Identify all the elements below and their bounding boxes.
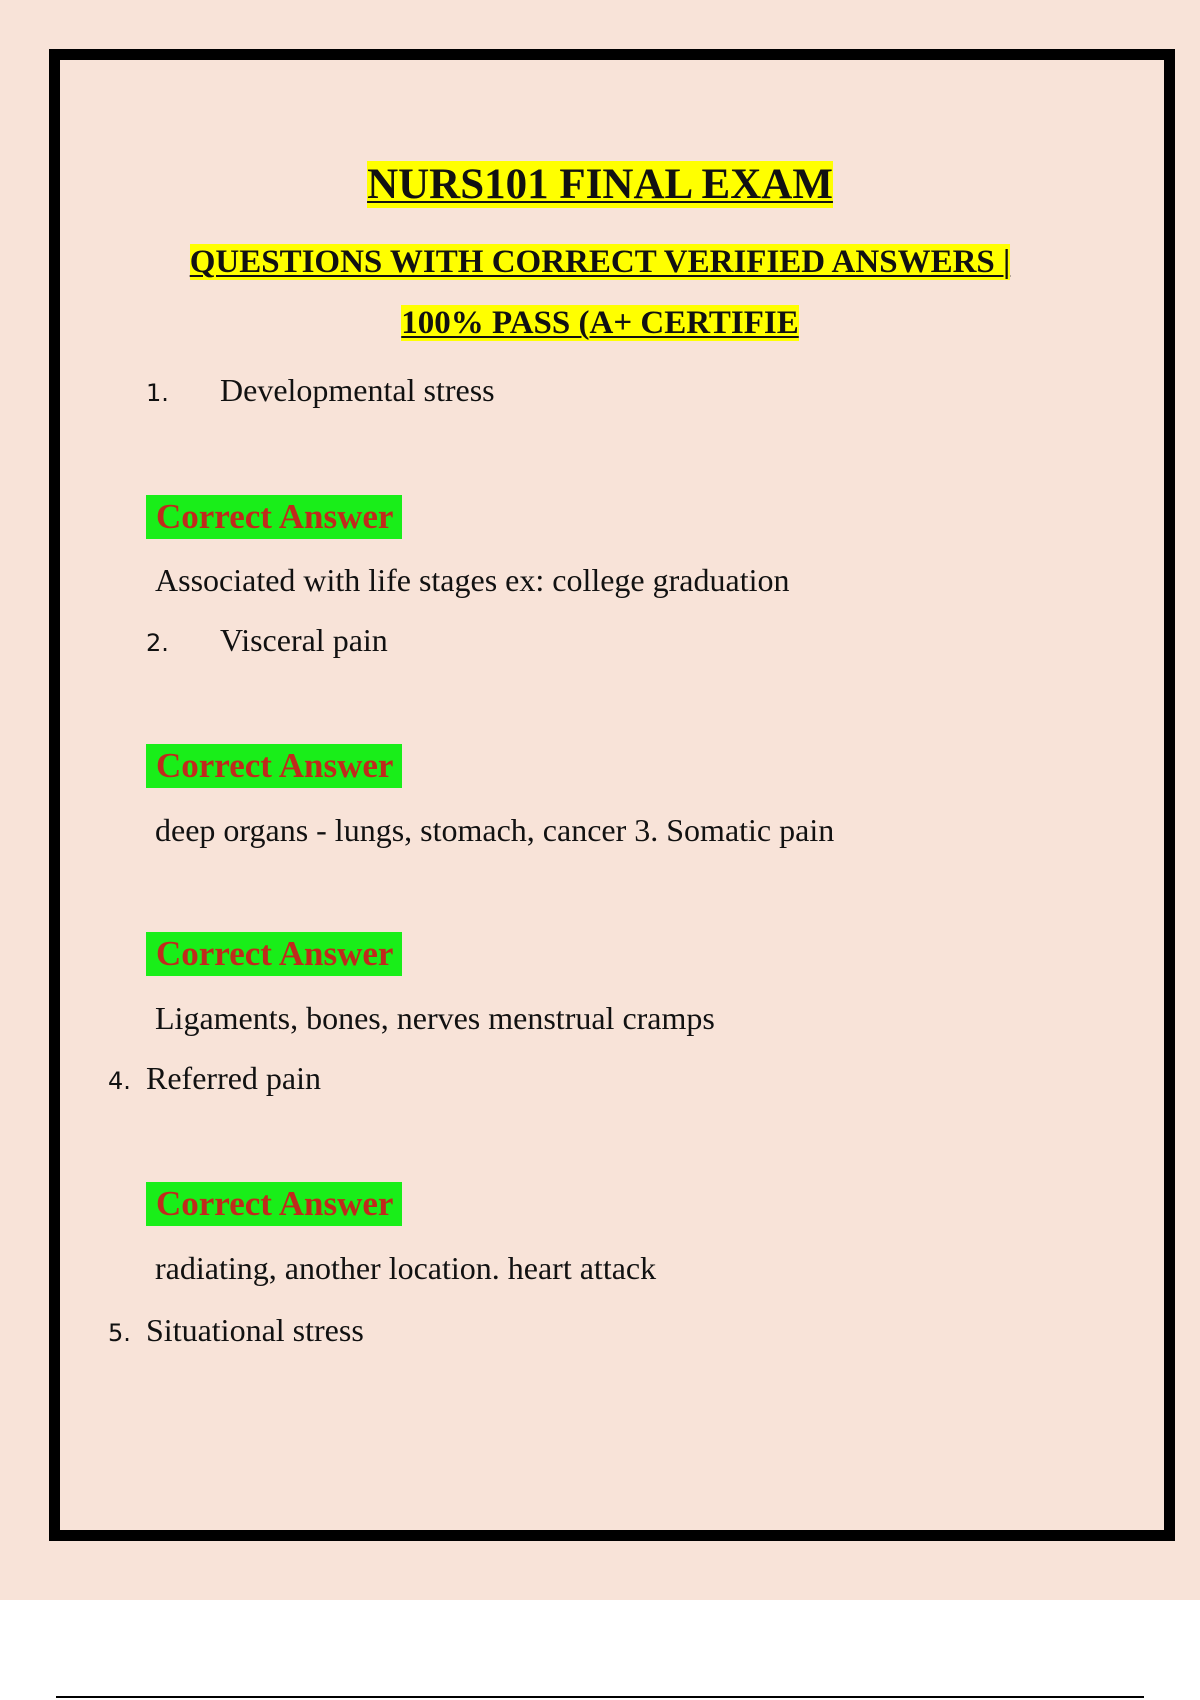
question-text: Situational stress	[146, 1312, 364, 1348]
answer-1: Associated with life stages ex: college graduation	[155, 562, 790, 598]
footer-divider	[56, 1696, 1144, 1698]
correct-answer-badge: Correct Answer	[146, 744, 402, 788]
subtitle-block-2	[0, 305, 1200, 342]
question-number: 5.	[108, 1319, 131, 1347]
answer-3: Ligaments, bones, nerves menstrual cramps	[155, 1000, 715, 1036]
question-text: Visceral pain	[220, 622, 388, 658]
subtitle-line-2: 100% PASS (A+ CERTIFIE	[401, 305, 799, 341]
question-5	[108, 1312, 364, 1349]
question-2	[146, 622, 388, 659]
answer-4: radiating, another location. heart attack	[155, 1250, 657, 1286]
correct-answer-badge: Correct Answer	[146, 1182, 402, 1226]
answer-2: deep organs - lungs, stomach, cancer 3. Somatic pain	[155, 812, 835, 848]
title-block	[0, 160, 1200, 209]
page-title: NURS101 FINAL EXAM	[367, 161, 833, 208]
subtitle-line-1: QUESTIONS WITH CORRECT VERIFIED ANSWERS |	[189, 244, 1011, 280]
question-4	[108, 1060, 321, 1097]
question-number: 4.	[108, 1067, 131, 1095]
correct-answer-badge: Correct Answer	[146, 932, 402, 976]
question-number: 1.	[146, 379, 169, 407]
question-text: Developmental stress	[220, 372, 495, 408]
question-number: 2.	[146, 629, 169, 657]
subtitle-block	[0, 244, 1200, 281]
question-1	[146, 372, 495, 409]
correct-answer-badge: Correct Answer	[146, 495, 402, 539]
question-text: Referred pain	[146, 1060, 322, 1096]
